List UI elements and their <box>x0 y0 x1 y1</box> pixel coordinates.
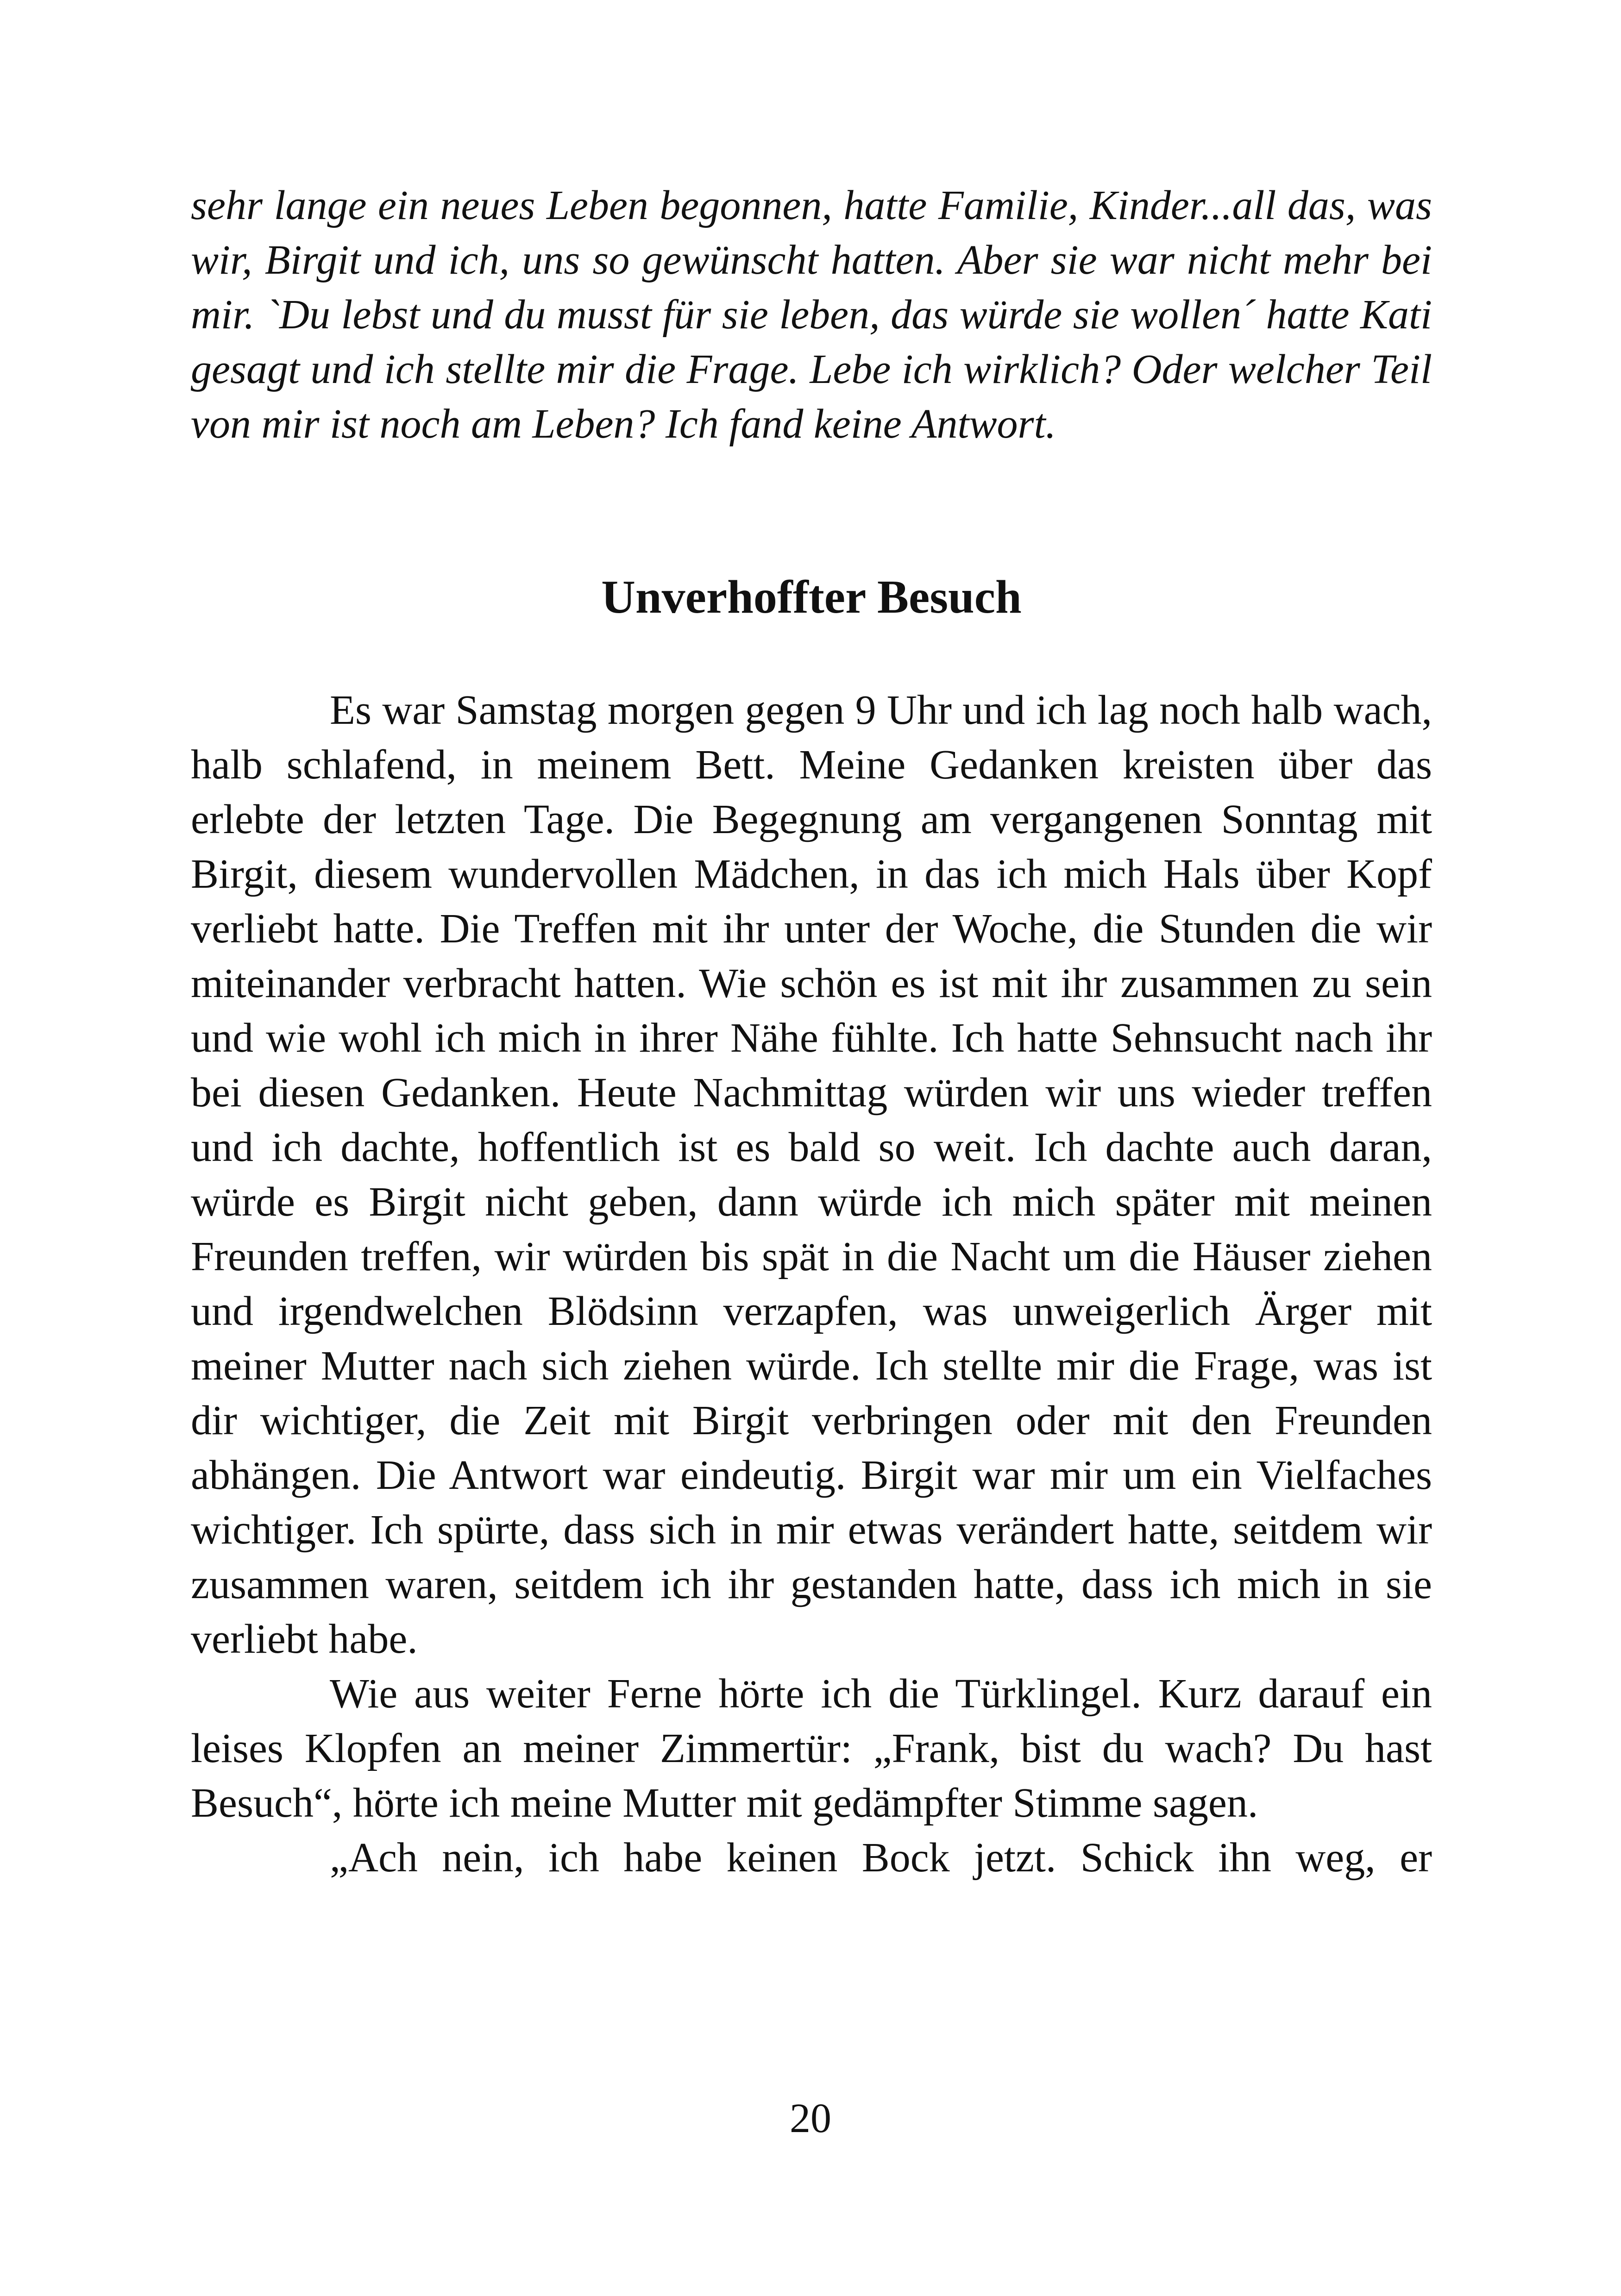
body-paragraph-2: Wie aus weiter Ferne hörte ich die Türklingel. Kurz darauf ein leises Klopfen an meiner Zimmertür: „Frank, bist du wach? Du hast Besuch“, hörte ich meine Mutter mit gedämpfter Stimme sagen. <box>191 1671 1432 1826</box>
chapter-title: Unverhoffter Besuch <box>601 571 1022 623</box>
book-page <box>191 178 1432 1885</box>
body-paragraph-1: Es war Samstag morgen gegen 9 Uhr und ich lag noch halb wach, halb schlafend, in meinem Bett. Meine Gedanken kreisten über das erlebte der letzten Tage. Die Begegnung am vergangenen Sonntag mit Birgit, diesem wundervollen Mädchen, in das ich mich Hals über Kopf verliebt hatte. Die Treffen mit ihr unter der Woche, die Stunden die wir miteinander verbracht hatten. Wie schön es ist mit ihr zusammen zu sein und wie wohl ich mich in ihrer Nähe fühlte. Ich hatte Sehnsucht nach ihr bei diesen Gedanken. Heute Nachmittag würden wir uns wieder treffen und ich dachte, hoffentlich ist es bald so weit. Ich dachte auch daran, würde es Birgit nicht geben, dann würde ich mich später mit meinen Freunden treffen, wir würden bis spät in die Nacht um die Häuser ziehen und irgendwelchen Blödsinn verzapfen, was unweigerlich Ärger mit meiner Mutter nach sich ziehen würde. Ich stellte mir die Frage, was ist dir wichtiger, die Zeit mit Birgit verbringen oder mit den Freunden abhängen. Die Antwort war eindeutig. Birgit war mir um ein Vielfaches wichtiger. Ich spürte, dass sich in mir etwas verändert hatte, seitdem wir zusammen waren, seitdem ich ihr gestanden hatte, dass ich mich in sie verliebt habe. <box>191 687 1432 1662</box>
body-paragraph-3: „Ach nein, ich habe keinen Bock jetzt. Schick ihn weg, er <box>330 1835 1432 1881</box>
page-number: 20 <box>790 2095 831 2141</box>
intro-paragraph: sehr lange ein neues Leben begonnen, hatte Familie, Kinder...all das, was wir, Birgit und ich, uns so gewünscht hatten. Aber sie war nicht mehr bei mir. `Du lebst und du musst für sie leben, das würde sie wollen´ hatte Kati gesagt und ich stellte mir die Frage. Lebe ich wirklich? Oder welcher Teil von mir ist noch am Leben? Ich fand keine Antwort. <box>191 182 1432 447</box>
